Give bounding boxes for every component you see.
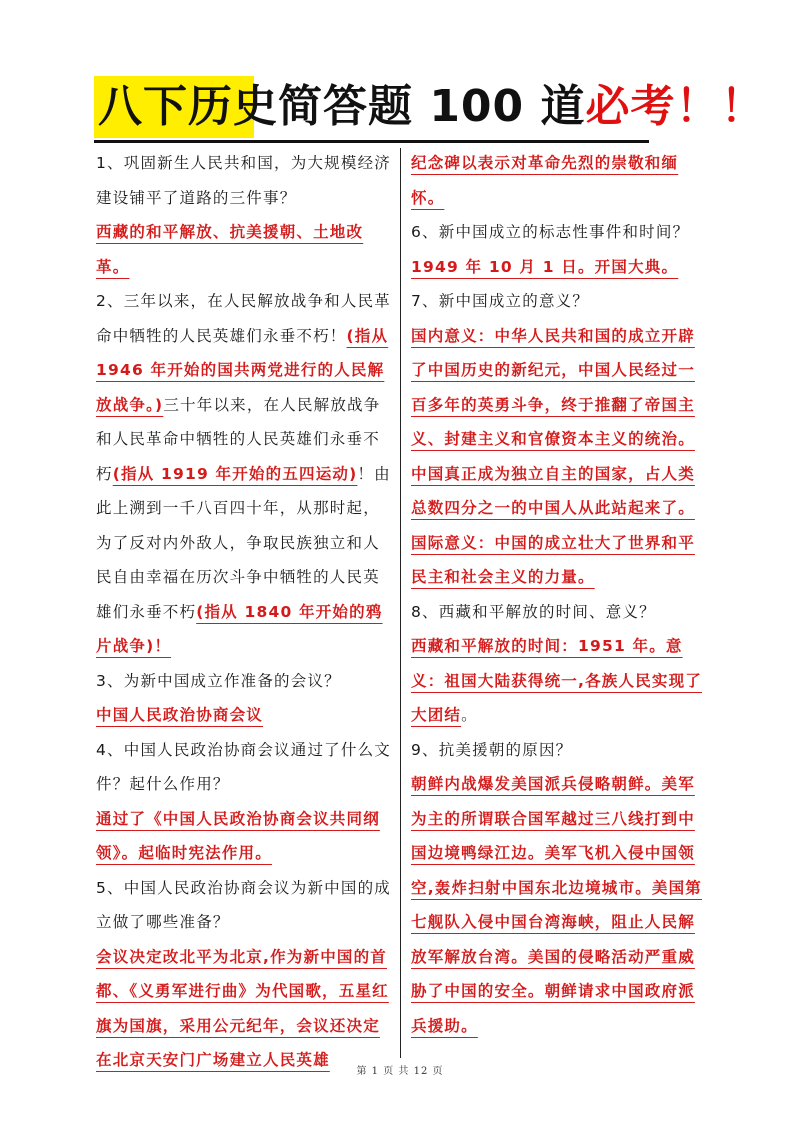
answer-7-domestic: 国内意义：中华人民共和国的成立开辟了中国历史的新纪元，中国人民经过一百多年的英勇斗争，终于推翻了帝国主义、封建主义和官僚资本主义的统治。中国真正成为独立自主的国家，占人类总数四分之一的中国人从此站起来了。 bbox=[411, 326, 695, 517]
answer-4: 通过了《中国人民政治协商会议共同纲领》。起临时宪法作用。 bbox=[96, 809, 380, 862]
answer-2-part-b: (指从 1919 年开始的五四运动) bbox=[112, 464, 358, 483]
page-title bbox=[94, 72, 766, 147]
title-text bbox=[98, 72, 765, 142]
title-part-3: 必考！！ bbox=[585, 81, 766, 132]
left-column bbox=[96, 146, 392, 1078]
question-6: 6、新中国成立的标志性事件和时间？ bbox=[411, 223, 690, 241]
answer-2-part-c: (指从 1840 年开始的鸦片战争)！ bbox=[96, 602, 383, 655]
answer-7-international: 国际意义：中国的成立壮大了世界和平民主和社会主义的力量。 bbox=[411, 533, 695, 586]
question-2-part-a: 2、三年以来，在人民解放战争和人民革命中牺牲的人民英雄们永垂不朽！ bbox=[96, 292, 391, 345]
column-divider bbox=[400, 148, 401, 1058]
question-1: 1、巩固新生人民共和国，为大规模经济建设铺平了道路的三件事？ bbox=[96, 154, 391, 207]
question-2 bbox=[96, 284, 392, 664]
answer-1: 西藏的和平解放、抗美援朝、土地改革。 bbox=[96, 223, 364, 276]
title-underline bbox=[94, 140, 649, 143]
question-7: 7、新中国成立的意义？ bbox=[411, 292, 590, 310]
question-3: 3、为新中国成立作准备的会议？ bbox=[96, 671, 341, 690]
answer-3: 中国人民政治协商会议 bbox=[96, 706, 264, 724]
title-part-1: 八下历史 bbox=[98, 81, 278, 132]
answer-2-part-a: (指从 1946 年开始的国共两党进行的人民解放战争。) bbox=[96, 326, 389, 414]
question-8: 8、西藏和平解放的时间、意义？ bbox=[411, 602, 656, 621]
question-9: 9、抗美援朝的原因？ bbox=[411, 740, 573, 759]
answer-5-continued: 纪念碑以表示对革命先烈的崇敬和缅怀。 bbox=[411, 154, 679, 207]
question-2-part-b: 三十年以来，在人民解放战争和人民革命中牺牲的人民英雄们永垂不朽 bbox=[96, 395, 381, 483]
right-column bbox=[411, 146, 707, 1043]
answer-8-text: 西藏和平解放的时间：1951 年。意义：祖国大陆获得统一,各族人民实现了大团结 bbox=[411, 637, 702, 724]
question-5: 5、中国人民政治协商会议为新中国的成立做了哪些准备？ bbox=[96, 878, 391, 931]
title-part-2: 简答题 100 道 bbox=[278, 81, 586, 132]
answer-6: 1949 年 10 月 1 日。开国大典。 bbox=[411, 257, 679, 276]
answer-8 bbox=[411, 629, 707, 733]
question-2-part-c: ！由此上溯到一千八百四十年，从那时起，为了反对内外敌人，争取民族独立和人民自由幸福在历次斗争中牺牲的人民英雄们永垂不朽 bbox=[96, 464, 391, 621]
question-4: 4、中国人民政治协商会议通过了什么文件？起什么作用？ bbox=[96, 740, 391, 793]
answer-8-end: 。 bbox=[461, 706, 478, 724]
page-footer: 第 1 页 共 12 页 bbox=[356, 1066, 444, 1077]
answer-5: 会议决定改北平为北京,作为新中国的首都、《义勇军进行曲》为代国歌，五星红旗为国旗，采用公元纪年，会议还决定在北京天安门广场建立人民英雄 bbox=[96, 947, 389, 1069]
answer-9: 朝鲜内战爆发美国派兵侵略朝鲜。美军为主的所谓联合国军越过三八线打到中国边境鸭绿江边。美军飞机入侵中国领空,轰炸扫射中国东北边境城市。美国第七舰队入侵中国台湾海峡，阻止人民解放军解放台湾。美国的侵略活动严重威胁了中国的安全。朝鲜请求中国政府派兵援助。 bbox=[411, 775, 702, 1035]
